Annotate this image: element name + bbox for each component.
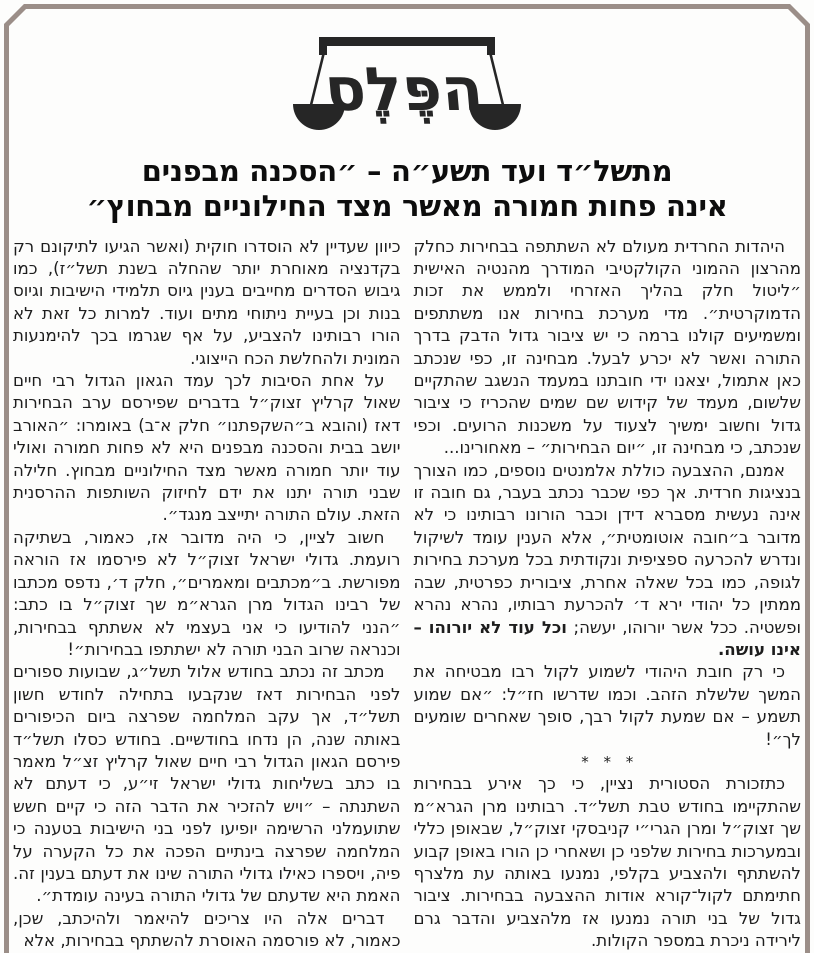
scales-logo-icon: [293, 34, 521, 138]
column-right: [414, 236, 802, 953]
article-headline: [18, 154, 796, 224]
paragraph: מכתב זה נכתב בחודש אלול תשל״ג, שבועות ספורים לפני הבחירות דאז שנקבעו בתחילה לחודש חשון תשל״ד, אך עקב המלחמה שפרצה ביום הכיפורים באותה שנה, הן נדחו בחודשיים. בחודש כסלו תשל״ד פירסם הגאון הגדול רבי חיים שאול קרליץ זצ״ל מאמר בו כתב בשליחות גדולי ישראל זי״ע, כי דעתם לא השתנתה – ״ויש להזכיר את הדבר הזה כי קיים חשש שתועמלני הרשימה יופיעו לפני בני הישיבות בטענה כי המלחמה שפרצה בינתיים הפכה את כל הקערה על פיה, ויספרו כאילו גדולי התורה שינו את דעתם בענין זה. האמת היא שדעתם של גדולי התורה בעינה עומדת״.: [13, 662, 401, 906]
paragraph: [414, 460, 802, 662]
paragraph: כי רק חובת היהודי לשמוע לקול רבו מבטיחה את המשך שלשלת הזהב. וכמו שדרשו חז״ל: ״אם שמוע תשמע – אם שמעת לקול רבך, סופך שאחרים שומעים לך״!: [413, 662, 801, 749]
paragraph: כיוון שעדיין לא הוסדרו חוקית (ואשר הגיעו לתיקונם רק בקדנציה מאוחרת יותר שהחלה בשנת תשל״ז), כמו גיבוש הסדרים מחייבים בענין גיוס תלמידי הישיבות וגיוס בנות וכן בעיית ניתוחי מתים ועוד. למרות כל זאת לא הורו רבותינו להצביע, על אף שגרמו בכך להימנעות המונית ולהחלשת הכח הייצוגי.: [13, 236, 401, 368]
paragraph: חשוב לציין, כי היה מדובר אז, כאמור, בשתיקה רועמת. גדולי ישראל זצוק״ל לא פירסמו אז הוראה מפורשת. ב״מכתבים ומאמרים״, חלק ד׳, נדפס מכתבו של רבינו הגדול מרן הגרא״מ שך זצוק״ל בו כתב: ״הנני להודיעו כי אני בעצמי לא אשתתף בבחירות, וכנראה שרוב הבני תורה לא ישתתפו בבחירות״!: [13, 527, 401, 659]
article-body: [0, 228, 814, 953]
paragraph: היהדות החרדית מעולם לא השתתפה בבחירות כחלק מהרצון ההמוני הקולקטיבי המודרך מהנטיה האישית ״ליטול חלק בהליך האזרחי ולממש את זכות הדמוקרטית״. מדי מערכת בחירות אנו משתתפים ומשמיעים קולנו ברמה כי יש ציבור גדול הדבק בדרך התורה ואשר לא יכרע לבעל. מבחינה זו, כפי שנכתב כאן אתמול, יצאנו ידי חובתנו במעמד הנשגב שהתקיים שלשום, מעמד של קידוש שם שמים שהכריז כי ציבור גדול וחשוב ימשיך לצעוד על משכנות הרועים. וכפי שנכתב, כי מבחינה זו, ״יום הבחירות״ – מאחורינו...: [413, 236, 801, 458]
section-separator: * * *: [581, 752, 634, 771]
paragraph-bold-text: וכל עוד לא יורוהו – אינו עושה.: [413, 617, 801, 659]
masthead: [0, 0, 814, 142]
headline-line-1: מתשל״ד ועד תשע״ה – ״הסכנה מבפנים: [141, 154, 673, 188]
paragraph: על אחת הסיבות לכך עמד הגאון הגדול רבי חיים שאול קרליץ זצוק״ל בדברים שפירסם ערב הבחירות דאז (והובא ב״השקפתנו״ חלק א־ב) באומרו: ״האורב יושב בבית והסכנה מבפנים היא לא פחות חמורה ואולי עוד יותר חמורה מאשר מצד החילוניים מבחוץ. חלילה שבני תורה יתנו את ידם לחיזוק השותפות ההרסנית הזאת. עולם התורה יתייצב מנגד״.: [13, 371, 401, 525]
headline-line-2: אינה פחות חמורה מאשר מצד החילוניים מבחוץ״: [86, 188, 728, 223]
paragraph: כתזכורת הסטורית נציין, כי כך אירע בבחירות שהתקיימו בחודש טבת תשל״ד. רבותינו מרן הגרא״מ שך זצוק״ל ומרן הגרי״י קניבסקי זצוק״ל, שבאופן כללי ובמערכות בחירות שלפני כן ושאחרי כן הורו באופן קבוע להשתתף ולהצביע בקלפי, נמנעו באותה עת מלצרף חתימתם לקול־קורא אודות ההצבעה בבחירות. ציבור גדול של בני תורה נמנעו אז מלהצביע והדבר גרם לירידה ניכרת במספר הקולות.: [413, 774, 801, 951]
paragraph-text: אמנם, ההצבעה כוללת אלמנטים נוספים, כמו הצורך בנציגות חרדית. אך כפי שכבר נכתב בעבר, גם חובה זו אינה נעשית מסברא דידן וכבר הורונו רבותינו כי לא מדובר ב״חובה אוטומטית״, אלא הענין עומד לשיקול ונדרש להכרעה ספציפית ונקודתית בכל מערכת בחירות לגופה, כמו בכל שאלה אחרת, ציבורית כפרטית, שבה ממתין כל יהודי ירא ד׳ להכרעת רבותיו, נהרא נהרא ופשטיה. ככל אשר יורוהו, יעשה;: [413, 460, 801, 637]
paragraph: דברים אלה היו צריכים להיאמר ולהיכתב, שכן, כאמור, לא פורסמה האוסרת להשתתף בבחירות, אלא: [13, 908, 401, 951]
logo-wordmark: הפֶּלֶס: [321, 55, 486, 125]
column-left: [13, 236, 401, 953]
